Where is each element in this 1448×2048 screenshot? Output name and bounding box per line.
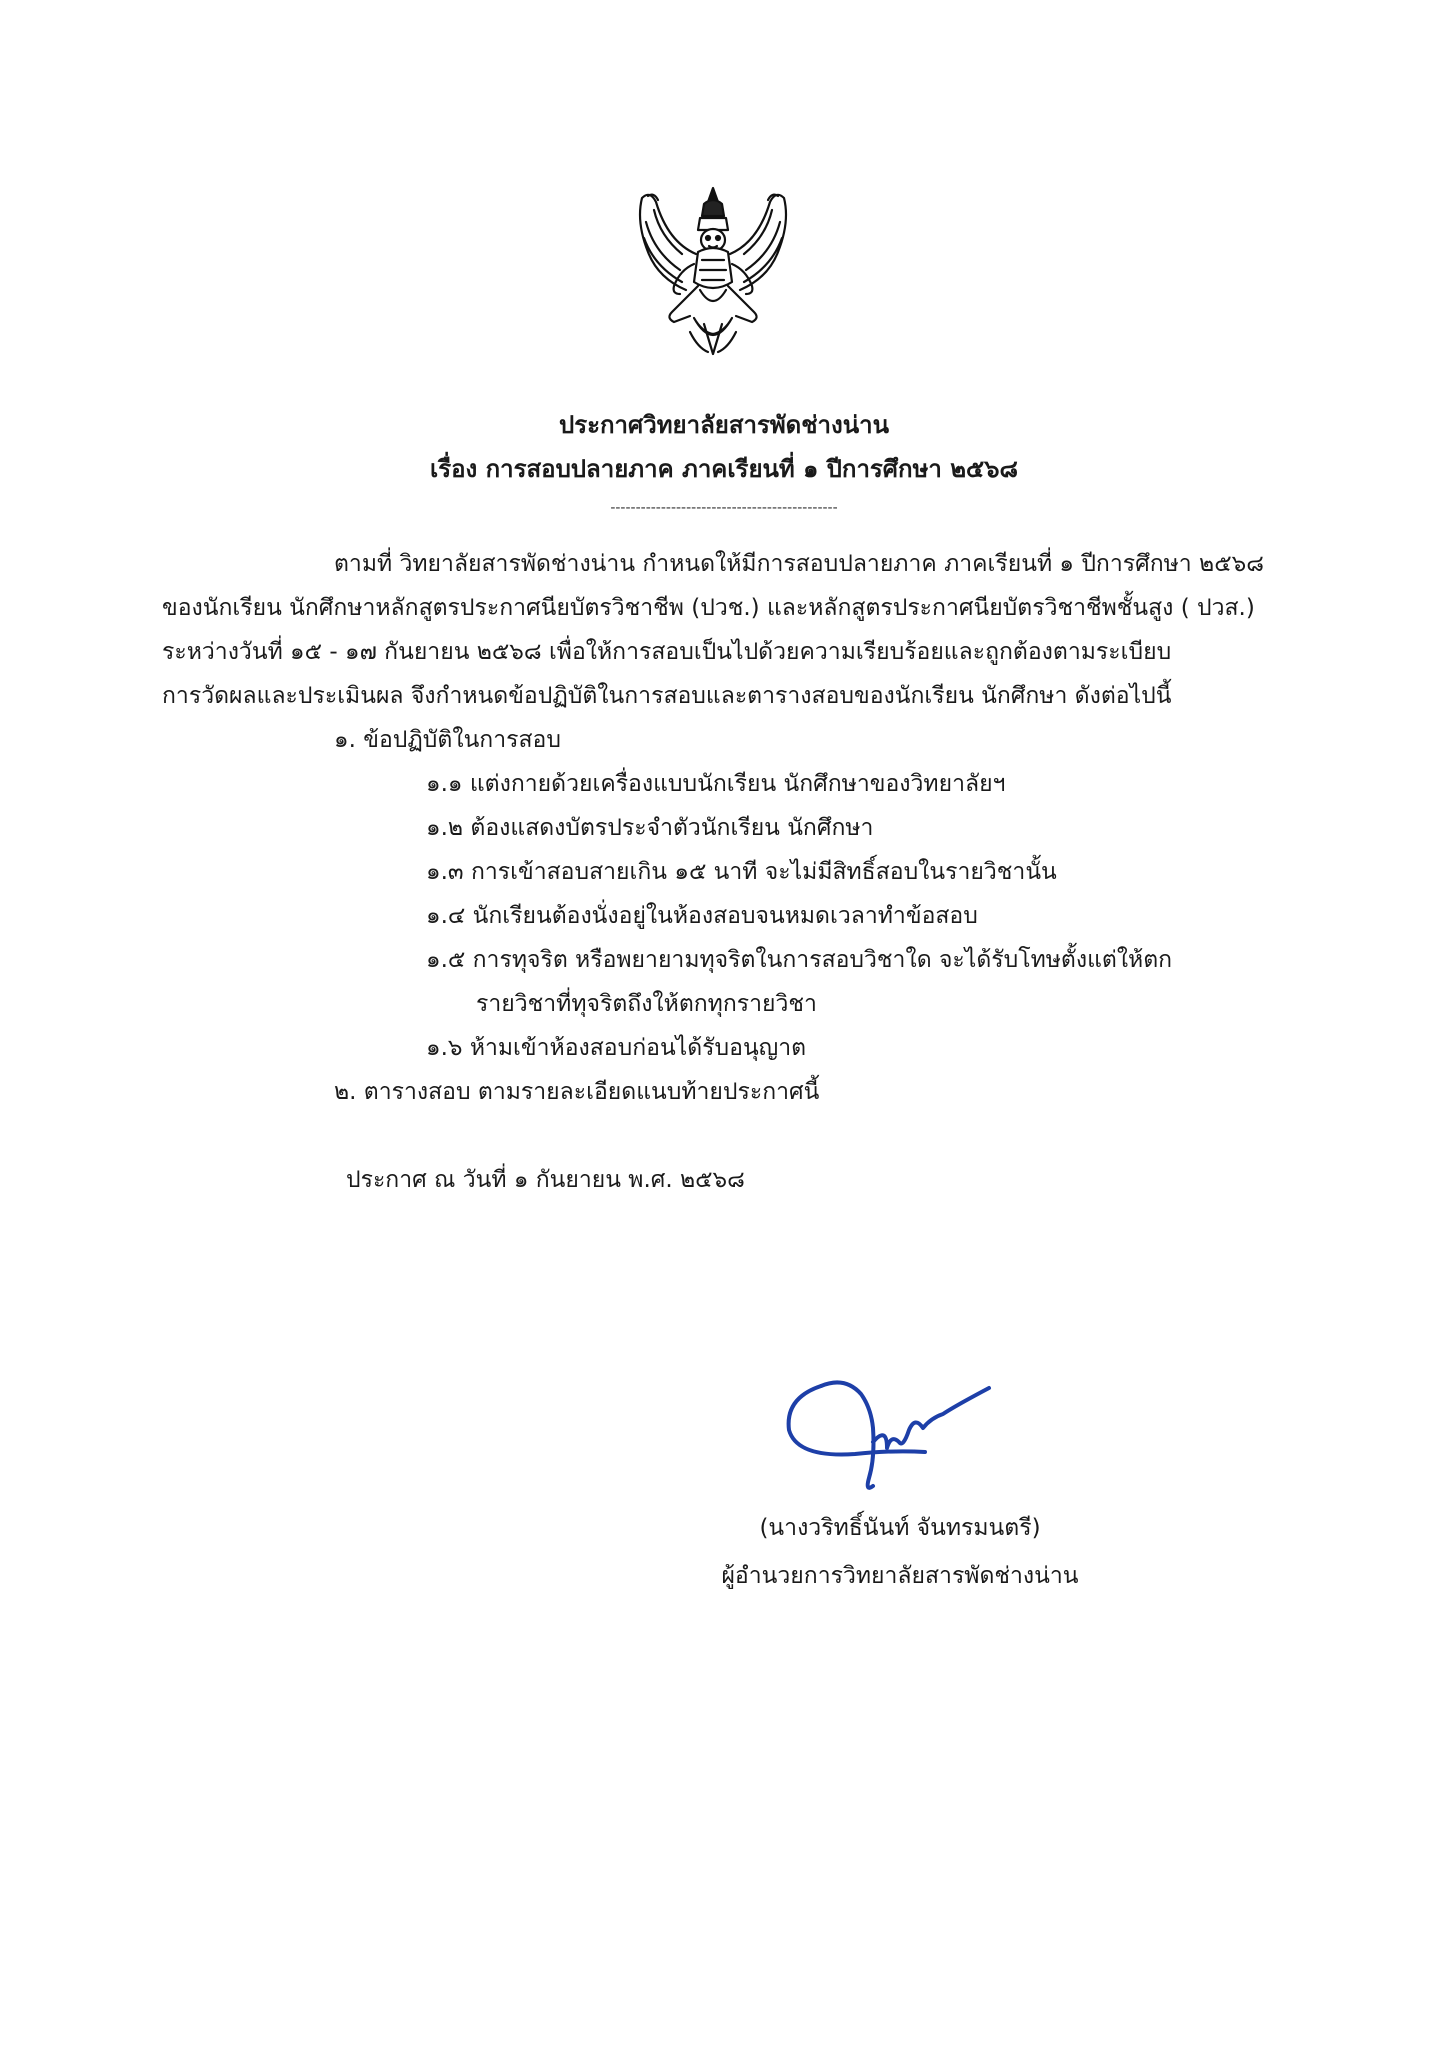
announcement-date: ประกาศ ณ วันที่ ๑ กันยายน พ.ศ. ๒๕๖๘ (346, 1167, 745, 1193)
title-divider: --------------------------------------------- (610, 500, 838, 516)
rule-1-6: ๑.๖ ห้ามเข้าห้องสอบก่อนได้รับอนุญาต (426, 1035, 807, 1061)
rule-1-3: ๑.๓ การเข้าสอบสายเกิน ๑๕ นาที จะไม่มีสิทธิ์สอบในรายวิชานั้น (426, 859, 1057, 885)
intro-line-4: การวัดผลและประเมินผล จึงกำหนดข้อปฏิบัติในการสอบและตารางสอบของนักเรียน นักศึกษา ดังต่อไปนี้ (162, 683, 1172, 709)
director-position: ผู้อำนวยการวิทยาลัยสารพัดช่างน่าน (721, 1563, 1079, 1589)
document-subject: เรื่อง การสอบปลายภาค ภาคเรียนที่ ๑ ปีการศึกษา ๒๕๖๘ (430, 455, 1018, 483)
section-1-heading: ๑. ข้อปฏิบัติในการสอบ (334, 727, 561, 753)
rule-1-2: ๑.๒ ต้องแสดงบัตรประจำตัวนักเรียน นักศึกษา (426, 815, 874, 841)
director-signature (775, 1368, 1015, 1508)
intro-line-1: ตามที่ วิทยาลัยสารพัดช่างน่าน กำหนดให้มีการสอบปลายภาค ภาคเรียนที่ ๑ ปีการศึกษา ๒๕๖๘ (334, 551, 1264, 577)
rule-1-5-continued: รายวิชาที่ทุจริตถึงให้ตกทุกรายวิชา (476, 991, 817, 1017)
intro-line-2: ของนักเรียน นักศึกษาหลักสูตรประกาศนียบัตรวิชาชีพ (ปวช.) และหลักสูตรประกาศนียบัตรวิชาชีพชั้นสูง ( ปวส.) (162, 595, 1255, 621)
rule-1-5: ๑.๕ การทุจริต หรือพยายามทุจริตในการสอบวิชาใด จะได้รับโทษตั้งแต่ให้ตก (426, 947, 1173, 973)
document-title: ประกาศวิทยาลัยสารพัดช่างน่าน (558, 411, 890, 439)
section-2-heading: ๒. ตารางสอบ ตามรายละเอียดแนบท้ายประกาศนี้ (334, 1079, 820, 1105)
rule-1-4: ๑.๔ นักเรียนต้องนั่งอยู่ในห้องสอบจนหมดเวลาทำข้อสอบ (426, 903, 978, 929)
garuda-emblem-icon (628, 182, 798, 362)
director-name: (นางวริทธิ์นันท์ จันทรมนตรี) (759, 1515, 1041, 1541)
rule-1-1: ๑.๑ แต่งกายด้วยเครื่องแบบนักเรียน นักศึกษาของวิทยาลัยฯ (426, 771, 1006, 797)
intro-line-3: ระหว่างวันที่ ๑๕ - ๑๗ กันยายน ๒๕๖๘ เพื่อให้การสอบเป็นไปด้วยความเรียบร้อยและถูกต้องตามระเบียบ (162, 639, 1172, 665)
